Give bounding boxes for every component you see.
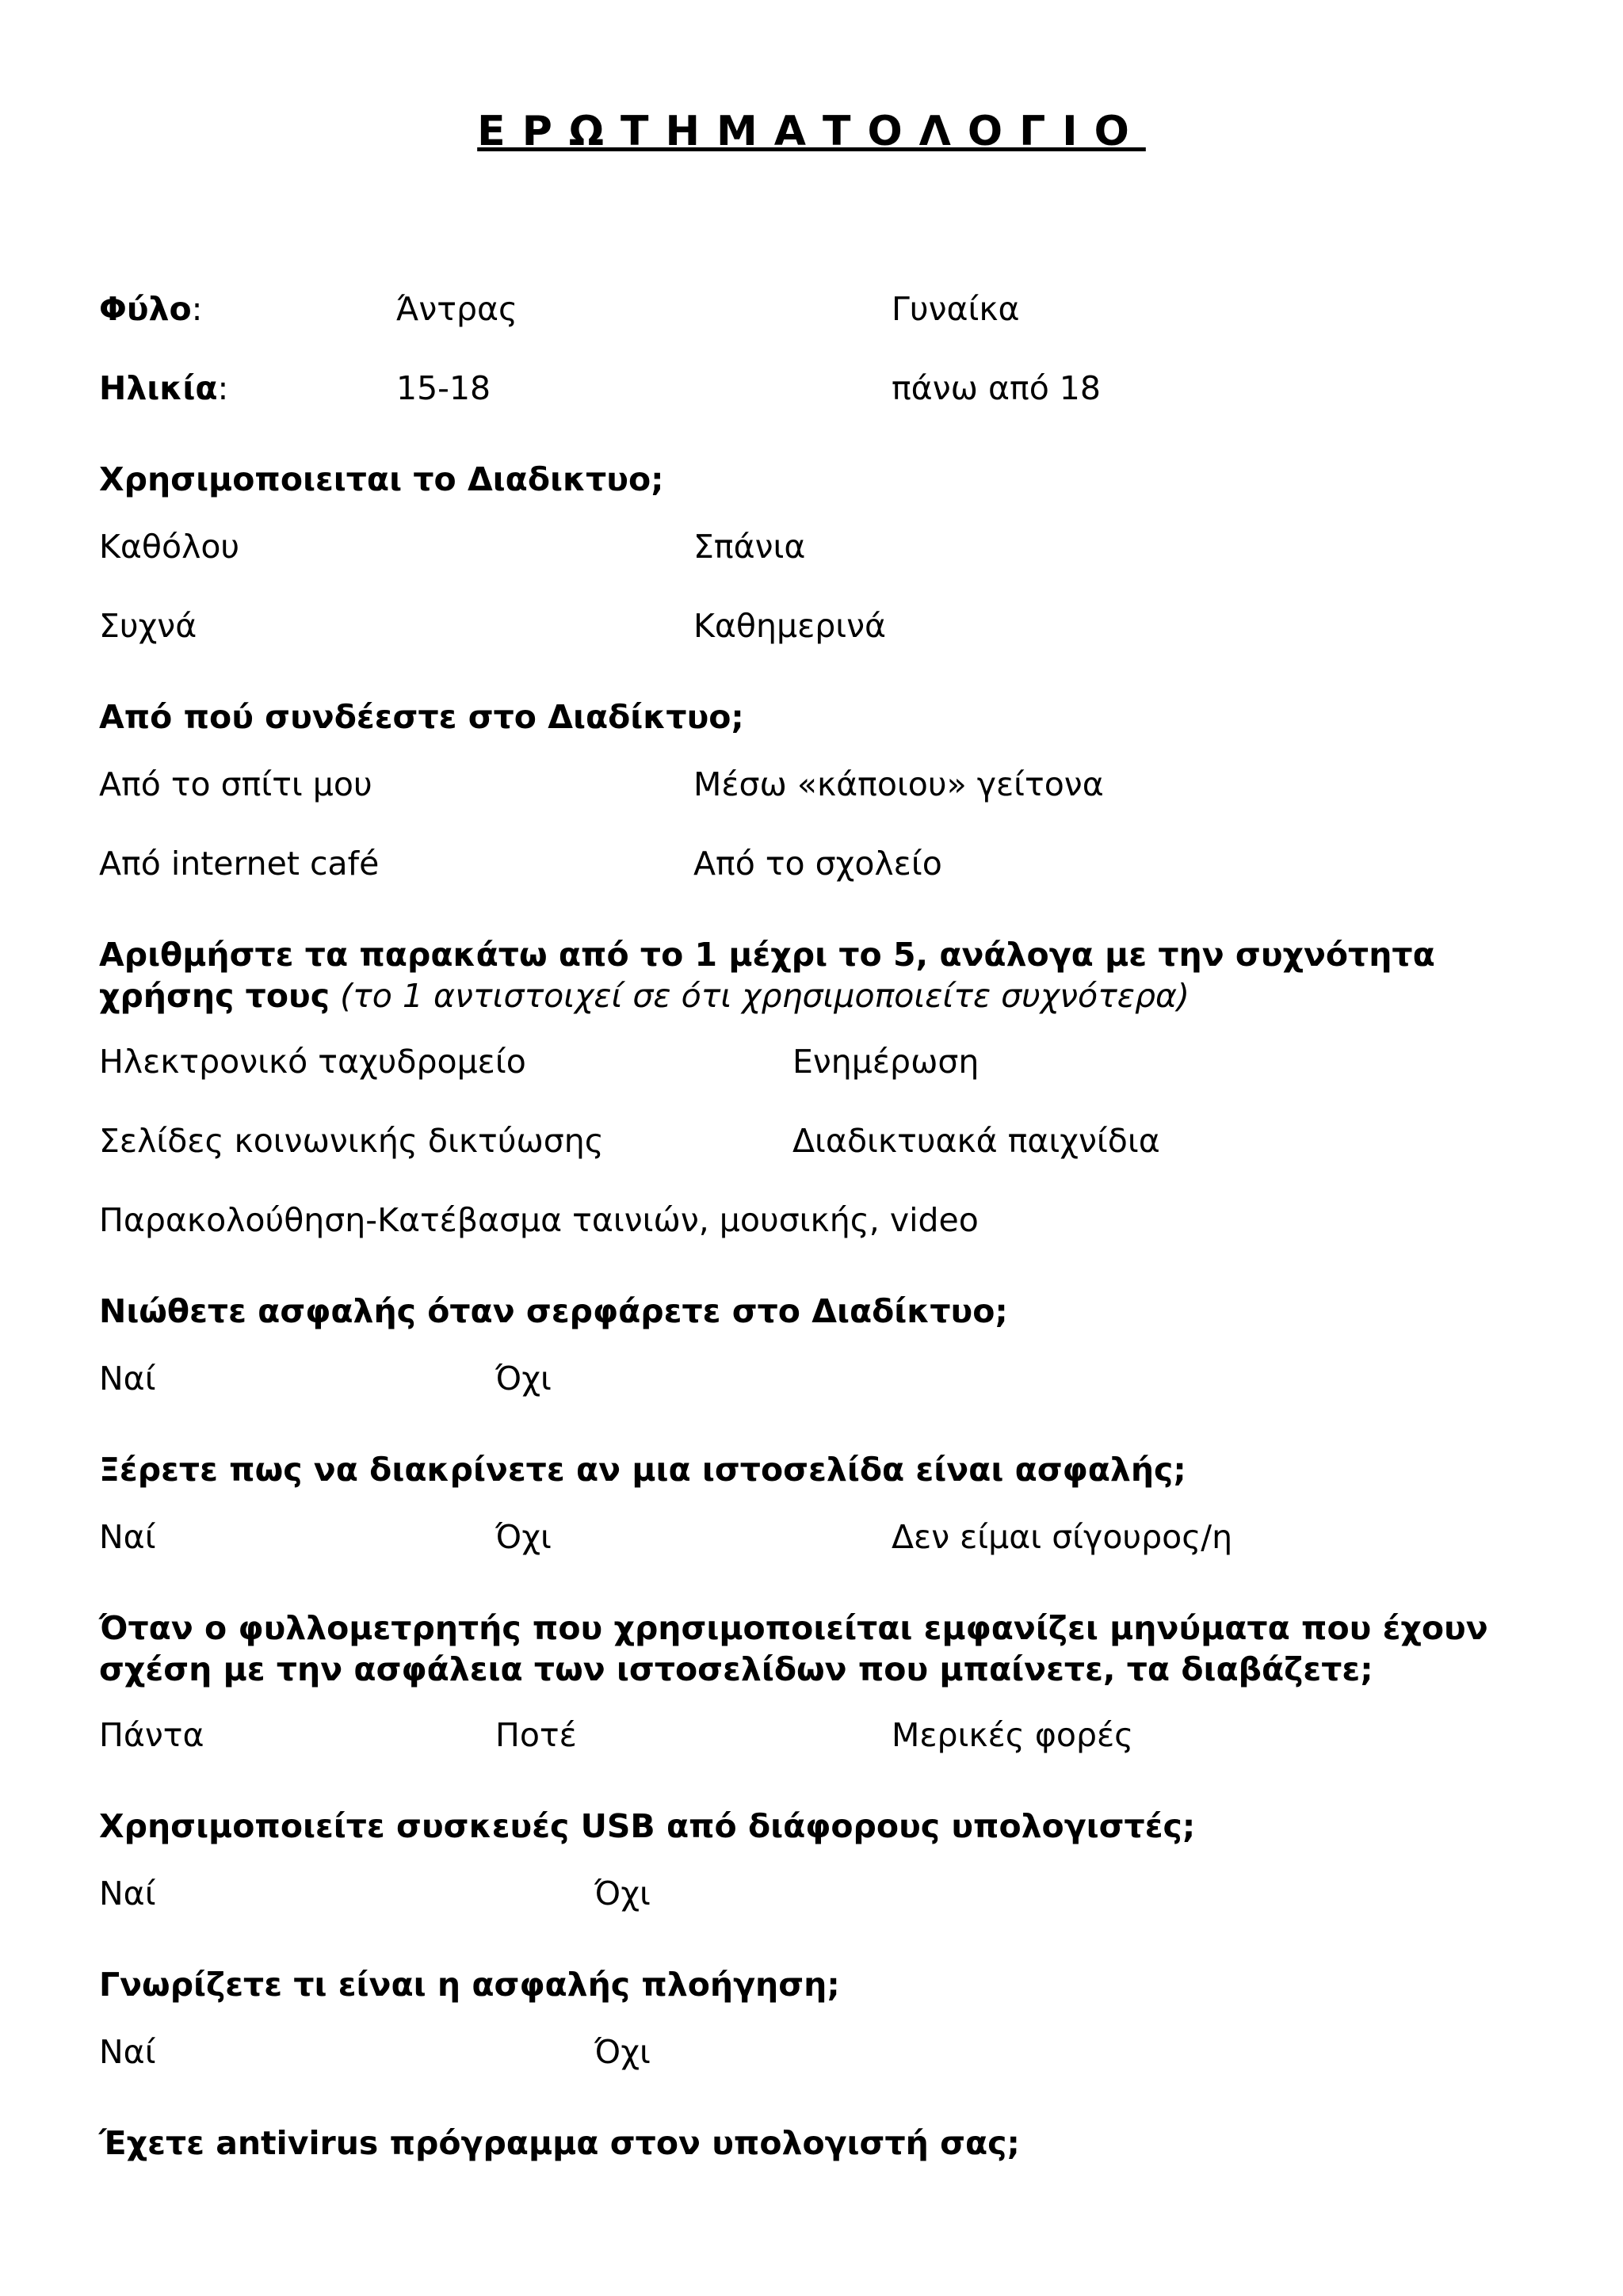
option-online-games: Διαδικτυακά παιχνίδια bbox=[792, 1122, 1160, 1160]
question-antivirus: Έχετε antivirus πρόγραμμα στον υπολογιστή σας; bbox=[99, 2124, 1020, 2162]
option-never: Καθόλου bbox=[99, 528, 240, 566]
question-feel-safe: Νιώθετε ασφαλής όταν σερφάρετε στο Διαδίκτυο; bbox=[99, 1292, 1008, 1330]
option-neighbor: Μέσω «κάποιου» γείτονα bbox=[693, 765, 1104, 803]
gender-row bbox=[99, 290, 203, 328]
age-option-over-18: πάνω από 18 bbox=[892, 369, 1101, 407]
option-sometimes: Μερικές φορές bbox=[892, 1716, 1134, 1754]
age-label: Ηλικία bbox=[99, 369, 218, 407]
option-email: Ηλεκτρονικό ταχυδρομείο bbox=[99, 1043, 526, 1081]
option-social-networks: Σελίδες κοινωνικής δικτύωσης bbox=[99, 1122, 604, 1160]
option-safe-browsing-no: Όχι bbox=[594, 2033, 651, 2071]
age-row bbox=[99, 369, 229, 407]
option-usb-no: Όχι bbox=[594, 1875, 651, 1913]
gender-sep: : bbox=[191, 290, 203, 328]
option-recognize-not-sure: Δεν είμαι σίγουρος/η bbox=[892, 1518, 1233, 1556]
question-browser-messages-line1: Όταν ο φυλλομετρητής που χρησιμοποιείται εμφανίζει μηνύματα που έχουν bbox=[99, 1609, 1488, 1647]
gender-option-male: Άντρας bbox=[396, 290, 518, 328]
option-internet-cafe: Από internet café bbox=[99, 845, 380, 883]
option-safe-browsing-yes: Ναί bbox=[99, 2033, 156, 2071]
question-rank-line2 bbox=[99, 977, 1190, 1015]
question-safe-browsing: Γνωρίζετε τι είναι η ασφαλής πλοήγηση; bbox=[99, 1966, 840, 2004]
option-recognize-no: Όχι bbox=[495, 1518, 552, 1556]
option-school: Από το σχολείο bbox=[693, 845, 942, 883]
question-rank-note: (το 1 αντιστοιχεί σε ότι χρησιμοποιείτε συχνότερα) bbox=[340, 977, 1190, 1015]
gender-label: Φύλο bbox=[99, 290, 192, 328]
question-rank-line1: Αριθμήστε τα παρακάτω από το 1 μέχρι το 5, ανάλογα με την συχνότητα bbox=[99, 936, 1435, 974]
option-usb-yes: Ναί bbox=[99, 1875, 156, 1913]
option-daily: Καθημερινά bbox=[693, 607, 887, 645]
question-browser-messages-line2: σχέση με την ασφάλεια των ιστοσελίδων που μπαίνετε, τα διαβάζετε; bbox=[99, 1650, 1373, 1688]
option-always: Πάντα bbox=[99, 1716, 204, 1754]
age-option-15-18: 15-18 bbox=[396, 369, 491, 407]
option-recognize-yes: Ναί bbox=[99, 1518, 156, 1556]
option-news: Ενημέρωση bbox=[792, 1043, 980, 1081]
question-rank-line2-text: χρήσης τους bbox=[99, 977, 330, 1015]
gender-option-female: Γυναίκα bbox=[892, 290, 1020, 328]
question-connect-from: Από πού συνδέεστε στο Διαδίκτυο; bbox=[99, 698, 744, 736]
page-title: ΕΡΩΤΗΜΑΤΟΛΟΓΙΟ bbox=[477, 108, 1146, 155]
option-feel-safe-yes: Ναί bbox=[99, 1360, 156, 1398]
question-recognize-safe-site: Ξέρετε πως να διακρίνετε αν μια ιστοσελίδα είναι ασφαλής; bbox=[99, 1451, 1186, 1489]
option-often: Συχνά bbox=[99, 607, 197, 645]
question-internet-use: Χρησιμοποιειται το Διαδικτυο; bbox=[99, 460, 664, 498]
question-usb: Χρησιμοποιείτε συσκευές USB από διάφορους υπολογιστές; bbox=[99, 1807, 1196, 1845]
age-sep: : bbox=[217, 369, 229, 407]
option-media-download: Παρακολούθηση-Κατέβασμα ταινιών, μουσικής, video bbox=[99, 1201, 979, 1239]
option-rarely: Σπάνια bbox=[693, 528, 806, 566]
option-feel-safe-no: Όχι bbox=[495, 1360, 552, 1398]
option-never-read: Ποτέ bbox=[495, 1716, 577, 1754]
option-home: Από το σπίτι μου bbox=[99, 765, 372, 803]
